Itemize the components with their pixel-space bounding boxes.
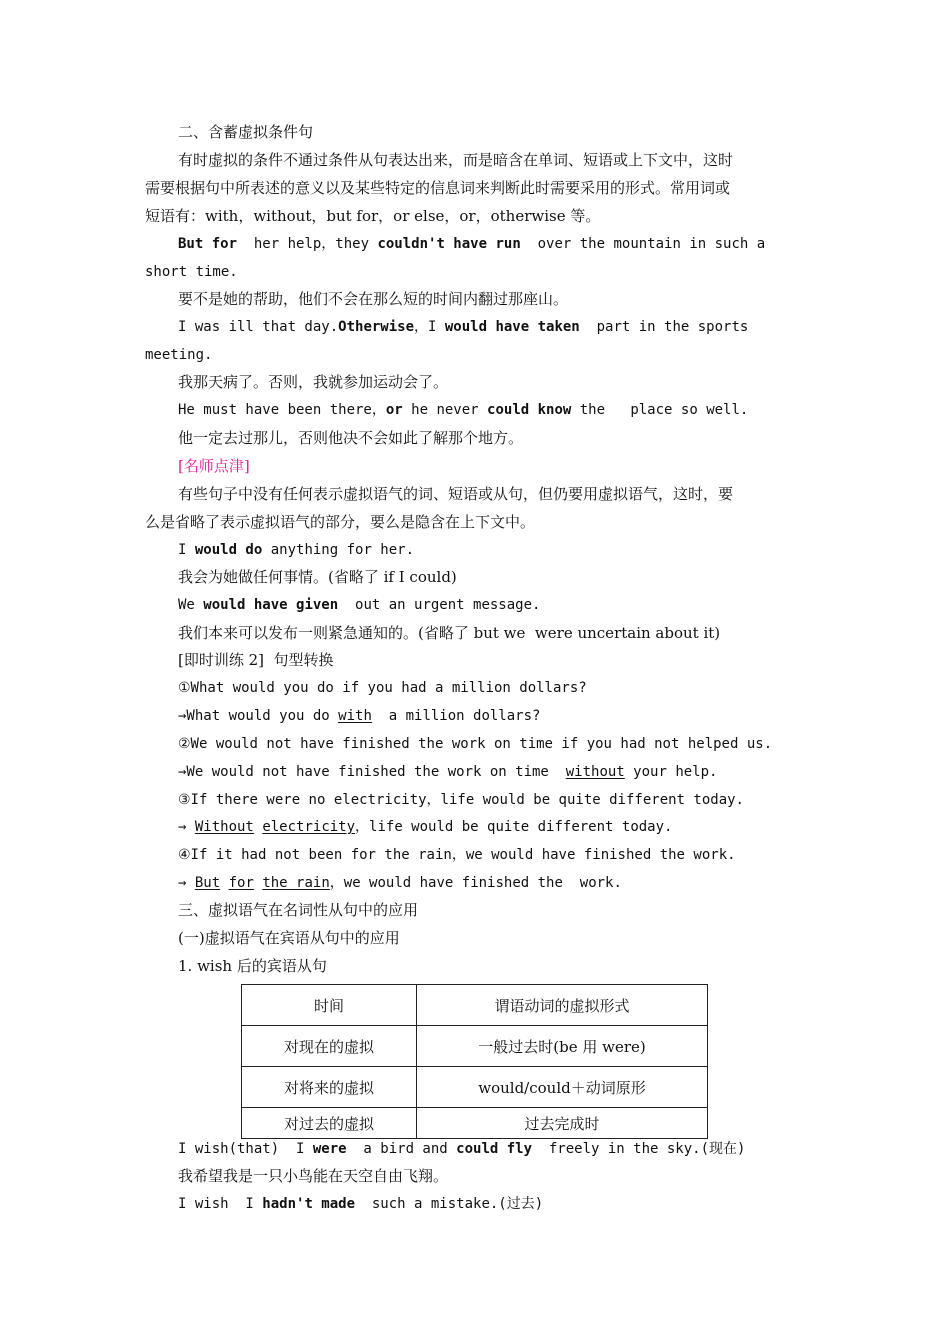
practice-question-2: ②We would not have finished the work on time if you had not helped us. [178,736,773,752]
section-heading-noun-clauses: 三、虚拟语气在名词性从句中的应用 [178,901,419,919]
tip-text-line-2: 么是省略了表示虚拟语气的部分，要么是隐含在上下文中。 [145,513,536,531]
table-cell: 一般过去时(be 用 were) [417,1026,708,1067]
intro-line-1: 有时虚拟的条件不通过条件从句表达出来，而是暗含在单词、短语或上下文中，这时 [178,151,734,169]
practice-question-1: ①What would you do if you had a million dollars? [178,680,587,696]
answer-blank: the rain [262,875,330,891]
example-sentence-would-do: I would do anything for her. [178,542,415,558]
keyword: would do [194,542,263,558]
answer-blank: But [194,875,221,891]
table-row [242,1108,708,1139]
keyword: or [385,402,403,418]
table-header-cell: 谓语动词的虚拟形式 [417,985,708,1026]
answer-blank: electricity [262,819,356,835]
example-sentence-continuation: meeting. [145,347,213,363]
practice-label: [即时训练 2] 句型转换 [178,651,334,669]
example-sentence-wish-present: I wish(that) I were a bird and could fly freely in the sky.(现在) [178,1141,746,1157]
example-sentence-wish-past: I wish I hadn't made such a mistake.(过去) [178,1196,544,1212]
tip-text-line-1: 有些句子中没有任何表示虚拟语气的词、短语或从句，但仍要用虚拟语气，这时，要 [178,485,734,503]
example-sentence-but-for: But for her help，they couldn't have run over the mountain in such a [178,236,766,252]
teacher-tip-label: [名师点津] [178,457,250,475]
list-item-wish-clauses: 1. wish 后的宾语从句 [178,957,327,975]
example-sentence-would-have-given: We would have given out an urgent message. [178,597,541,613]
table-header-cell: 时间 [242,985,417,1026]
table-header-row [242,985,708,1026]
keyword: hadn't made [262,1196,356,1212]
table-row [242,1067,708,1108]
keyword: were [312,1141,347,1157]
keyword: But for [178,236,238,252]
table-cell: 对过去的虚拟 [242,1108,417,1139]
practice-answer-4: → But for the rain，we would have finished the work. [178,875,622,891]
example-translation: 我希望我是一只小鸟能在天空自由飞翔。 [178,1167,449,1185]
example-translation: 我那天病了。否则，我就参加运动会了。 [178,373,449,391]
practice-answer-3: → Without electricity，life would be quite different today. [178,819,673,835]
example-translation: 他一定去过那儿，否则他决不会如此了解那个地方。 [178,429,524,447]
keyword: could know [487,402,572,418]
example-translation: 要不是她的帮助，他们不会在那么短的时间内翻过那座山。 [178,290,569,308]
intro-line-2: 需要根据句中所表述的意义以及某些特定的信息词来判断此时需要采用的形式。常用词或 [145,179,731,197]
example-sentence-or: He must have been there，or he never could know the place so well. [178,402,749,418]
table-cell: 过去完成时 [417,1108,708,1139]
answer-blank: without [565,764,625,780]
answer-blank: for [228,875,254,891]
intro-line-3: 短语有：with，without，but for，or else，or，otherwise 等。 [145,207,601,225]
table-row [242,1026,708,1067]
keyword: would have given [203,597,339,613]
example-translation: 我会为她做任何事情。(省略了 if I could) [178,568,457,586]
keyword: would have taken [444,319,580,335]
answer-blank: Without [194,819,254,835]
example-translation: 我们本来可以发布一则紧急通知的。(省略了 but we were uncertain about it) [178,624,721,642]
keyword: couldn't have run [377,236,521,252]
answer-blank: with [338,708,372,724]
subsection-heading-object-clauses: (一)虚拟语气在宾语从句中的应用 [178,929,400,947]
table-cell: 对现在的虚拟 [242,1026,417,1067]
keyword: could fly [456,1141,533,1157]
example-sentence-continuation: short time. [145,264,238,280]
section-heading-implicit-conditional: 二、含蓄虚拟条件句 [178,123,314,141]
practice-question-3: ③If there were no electricity，life would be quite different today. [178,792,744,808]
practice-question-4: ④If it had not been for the rain，we would have finished the work. [178,847,736,863]
table-cell: 对将来的虚拟 [242,1067,417,1108]
practice-answer-1: →What would you do with a million dollars? [178,708,541,724]
example-sentence-otherwise: I was ill that day.Otherwise，I would have taken part in the sports [178,319,749,335]
wish-forms-table [241,984,708,1139]
table-cell: would/could＋动词原形 [417,1067,708,1108]
practice-answer-2: →We would not have finished the work on time without your help. [178,764,718,780]
keyword: Otherwise [338,319,415,335]
